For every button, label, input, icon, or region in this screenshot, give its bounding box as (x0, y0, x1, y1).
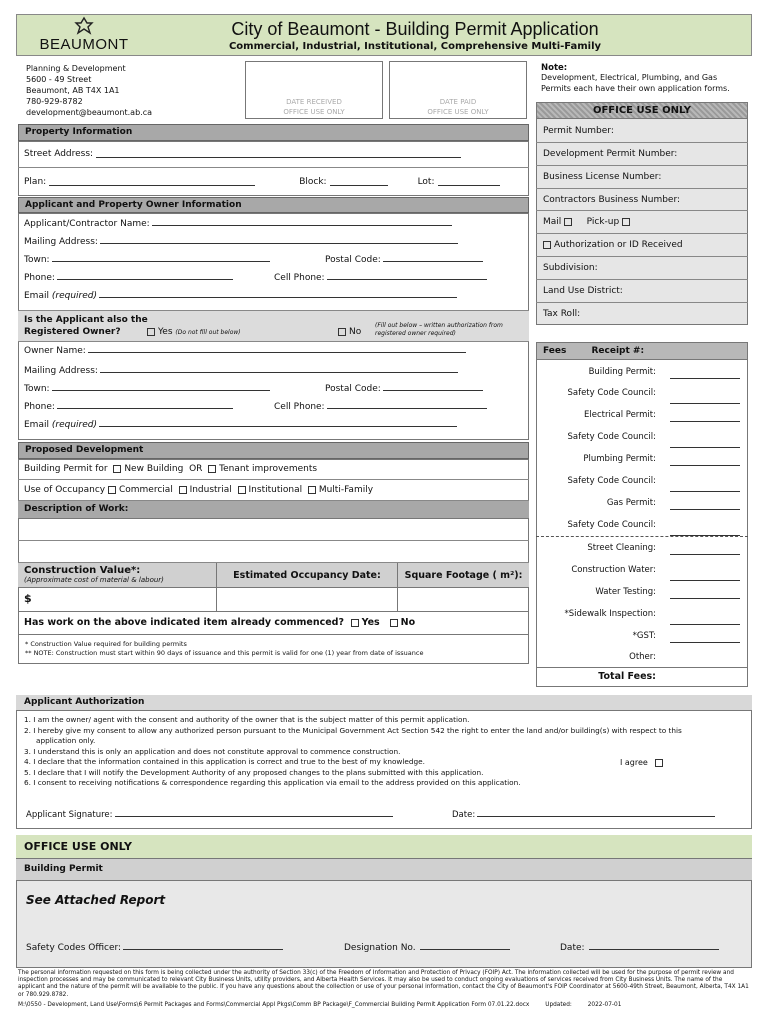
fee-label: Safety Code Council: (567, 476, 656, 486)
beaumont-logo (28, 16, 140, 54)
field-label: Tax Roll: (543, 309, 581, 319)
field-label: Owner Name: (24, 346, 86, 356)
date-received-box (245, 61, 383, 119)
registered-no-option[interactable] (338, 327, 361, 337)
option-label: Institutional (248, 485, 303, 495)
required-note: (required) (51, 291, 97, 301)
dollar-sign: $ (24, 592, 32, 605)
owner-email-field[interactable] (24, 420, 457, 430)
dev-permit-number-field[interactable] (536, 143, 748, 166)
authorization-item: 5. I declare that I will notify the Development Authority of any proposed changes to the plans submitted with this application. (24, 767, 484, 777)
authorization-list (24, 715, 744, 789)
owner-cell-field[interactable] (274, 402, 487, 412)
footnotes (18, 634, 529, 664)
mailing-address-field[interactable] (24, 237, 458, 247)
institutional-checkbox[interactable] (238, 486, 246, 494)
header-label: Square Footage ( m²): (404, 570, 523, 581)
fee-label: *GST: (632, 631, 656, 641)
town-field[interactable] (24, 255, 270, 265)
question-line: Is the Applicant also the (24, 315, 148, 325)
fee-label: Construction Water: (571, 565, 656, 575)
fee-amount-line[interactable] (670, 580, 740, 581)
receipt-label: Receipt #: (591, 346, 645, 356)
page-title: City of Beaumont - Building Permit Application (231, 19, 599, 39)
no-label: No (349, 327, 362, 337)
footnote: ** NOTE: Construction must start within 90 days of issuance and this permit is valid for one (1) year from date of issuance (25, 649, 424, 657)
commenced-yes-checkbox[interactable] (351, 619, 359, 627)
block-field[interactable] (330, 185, 388, 186)
fee-row[interactable] (536, 475, 748, 495)
lot-label: Lot: (417, 177, 435, 187)
mail-checkbox[interactable] (564, 218, 572, 226)
fee-amount-line[interactable] (670, 421, 740, 422)
owner-town-field[interactable] (24, 384, 270, 394)
fee-amount-line[interactable] (670, 378, 740, 379)
fee-label: Safety Code Council: (567, 520, 656, 530)
field-label: Business License Number: (543, 172, 662, 182)
field-label: Email (24, 420, 49, 430)
section-title: Description of Work: (24, 504, 129, 514)
field-label: Building Permit for (24, 464, 108, 474)
fee-label: *Sidewalk Inspection: (564, 609, 656, 619)
lot-field[interactable] (438, 185, 500, 186)
description-line-1[interactable] (18, 519, 529, 541)
option-label: Commercial (118, 485, 173, 495)
fee-row[interactable] (536, 453, 748, 473)
header-label: Estimated Occupancy Date: (233, 570, 381, 581)
updated-label: Updated: (545, 1002, 572, 1008)
business-license-field[interactable] (536, 166, 748, 189)
stamp-label: OFFICE USE ONLY (427, 108, 489, 116)
registered-yes-option[interactable] (147, 327, 241, 337)
address-line: Beaumont, AB T4X 1A1 (26, 86, 120, 95)
fee-label: Gas Permit: (606, 498, 656, 508)
building-permit-for-row (18, 459, 529, 480)
office-date-field[interactable] (560, 943, 719, 953)
section-title: Applicant Authorization (24, 697, 145, 707)
fee-row[interactable] (536, 630, 748, 650)
fee-label: Safety Code Council: (567, 388, 656, 398)
fee-amount-line[interactable] (670, 554, 740, 555)
development-section-header (18, 442, 529, 459)
mail-label: Mail (543, 217, 562, 227)
signature-date-field[interactable] (452, 810, 715, 820)
owner-postal-field[interactable] (325, 384, 483, 394)
question-line: Registered Owner? (24, 327, 121, 337)
yes-checkbox[interactable] (147, 328, 155, 336)
see-attached-report: See Attached Report (26, 893, 166, 907)
square-footage-header (398, 563, 529, 588)
stamp-label: DATE RECEIVED (286, 98, 342, 106)
new-building-checkbox[interactable] (113, 465, 121, 473)
cell-phone-field[interactable] (274, 273, 487, 283)
plan-block-lot-row (18, 168, 529, 196)
or-label: OR (189, 464, 203, 474)
note-line: registered owner required) (375, 330, 456, 337)
field-label: Use of Occupancy (24, 485, 106, 495)
yes-label: Yes (361, 617, 380, 628)
page-subtitle: Commercial, Industrial, Institutional, Comprehensive Multi-Family (228, 41, 602, 52)
fee-label: Street Cleaning: (587, 543, 656, 553)
note-title: Note: (541, 63, 568, 73)
description-header (18, 501, 529, 519)
authorization-item: 1. I am the owner/ agent with the consent and authority of the owner that is the subject matter of this permit application. (24, 715, 470, 724)
authorization-item: 2. I hereby give my consent to allow any authorized person pursuant to the Municipal Government Act Section 542 the right to enter the land and/or building(s) with respect to this (24, 725, 682, 735)
fee-row[interactable] (536, 387, 748, 407)
tenant-checkbox[interactable] (208, 465, 216, 473)
address-email: development@beaumont.ab.ca (26, 108, 153, 117)
fee-amount-line[interactable] (670, 598, 740, 599)
section-title: OFFICE USE ONLY (24, 840, 132, 853)
field-label: Phone: (24, 273, 55, 283)
delivery-method-row (536, 211, 748, 234)
authorization-header (16, 695, 752, 711)
agree-label: I agree (620, 758, 648, 767)
contractors-business-field[interactable] (536, 189, 748, 211)
field-label: Permit Number: (543, 126, 614, 136)
owner-section-header (18, 197, 529, 213)
date-paid-box (389, 61, 527, 119)
fee-row[interactable] (536, 586, 748, 606)
permit-number-field[interactable] (536, 120, 748, 143)
commercial-checkbox[interactable] (108, 486, 116, 494)
block-label: Block: (299, 177, 327, 187)
applicant-signature-field[interactable] (26, 810, 393, 820)
field-label: Cell Phone: (274, 402, 325, 412)
field-label: Cell Phone: (274, 273, 325, 283)
fee-row[interactable] (536, 564, 748, 584)
fee-label: Other: (629, 652, 656, 662)
field-label: Applicant Signature: (26, 810, 113, 820)
authorization-item: 6. I consent to receiving notifications & correspondence regarding this application via email to the address provided on this application. (24, 778, 521, 787)
field-label: Phone: (24, 402, 55, 412)
privacy-notice: The personal information requested on this form is being collected under the authority of Section 33(c) of the Freedom of Information and Protection of Privacy (FOIP) Act. The information collected will be used for the purpose of permit review and inspection processes and may be communicated to relevant City Business Units, utility providers, and Alberta Health Services. It may also be used to conduct ongoing evaluations of services received from City Business Units. The name of the applicant and the nature of the permit will be available to the public. If you have any questions about the collection or use of your personal information, contact the City of Beaumont's FOIP Coordinator at 5600-49th Street, Beaumont, Alberta, T4X 1A1 or 780.929.8782. (18, 970, 749, 998)
fee-amount-line[interactable] (670, 403, 740, 404)
fee-amount-line[interactable] (670, 465, 740, 466)
designation-field[interactable] (344, 943, 510, 953)
fee-row[interactable] (536, 431, 748, 451)
field-label: Subdivision: (543, 263, 598, 273)
agree-checkbox[interactable] (655, 759, 663, 767)
updated-date: 2022-07-01 (587, 1002, 622, 1008)
address-line: 5600 - 49 Street (26, 75, 92, 84)
stamp-label: OFFICE USE ONLY (283, 108, 345, 116)
option-label: Multi-Family (318, 485, 374, 495)
office-use-header (536, 102, 748, 119)
stamp-label: DATE PAID (439, 98, 477, 106)
field-label: Contractors Business Number: (543, 194, 681, 205)
field-label: Land Use District: (543, 286, 623, 296)
plan-field[interactable] (49, 185, 255, 186)
required-note: (required) (51, 420, 97, 430)
subdivision-field[interactable] (536, 257, 748, 280)
agree-option[interactable] (620, 758, 666, 767)
pickup-checkbox[interactable] (622, 218, 630, 226)
authorization-label: Authorization or ID Received (554, 240, 683, 250)
option-label: New Building (124, 464, 184, 474)
field-label: Development Permit Number: (543, 149, 678, 159)
fee-amount-line[interactable] (670, 509, 740, 510)
fee-label: Electrical Permit: (583, 410, 656, 420)
section-title: Applicant and Property Owner Information (25, 200, 242, 210)
authorization-item: 3. I understand this is only an application and does not constitute approval to commence construction. (24, 746, 401, 756)
address-line: 780-929-8782 (26, 97, 83, 106)
property-section-header (18, 124, 529, 141)
office-bottom-header (16, 835, 752, 859)
note-line: (Fill out below – written authorization from (375, 322, 503, 329)
field-label: Mailing Address: (24, 237, 98, 247)
field-label: Postal Code: (325, 255, 381, 265)
commenced-row (24, 617, 415, 628)
field-label: Date: (452, 810, 476, 820)
occupancy-date-input[interactable] (217, 588, 398, 612)
owner-phone-field[interactable] (24, 402, 233, 412)
construction-value-header (18, 563, 217, 588)
field-label: Date: (560, 943, 585, 953)
field-label: Applicant/Contractor Name: (24, 219, 150, 229)
fee-row[interactable] (536, 409, 748, 429)
description-line-2[interactable] (18, 541, 529, 563)
registered-owner-question (24, 314, 148, 338)
no-note (375, 322, 503, 338)
fee-label: Plumbing Permit: (583, 454, 656, 464)
commenced-question: Has work on the above indicated item already commenced? (24, 617, 344, 628)
field-label: Street Address: (24, 149, 94, 159)
fee-label: Water Testing: (595, 587, 656, 597)
fee-amount-line[interactable] (670, 447, 740, 448)
fees-divider (536, 536, 748, 537)
subheader-title: Building Permit (24, 864, 103, 874)
section-title: Proposed Development (25, 445, 144, 455)
occupancy-date-header (217, 563, 398, 588)
field-label: Town: (24, 255, 50, 265)
logo-text: BEAUMONT (39, 36, 129, 53)
logo-icon (72, 16, 96, 36)
fees-header (536, 342, 748, 360)
construction-value-note: (Approximate cost of material & labour) (24, 576, 164, 584)
authorization-item: application only. (36, 736, 96, 745)
yes-note: (Do not fill out below) (175, 329, 241, 336)
commenced-no-checkbox[interactable] (390, 619, 398, 627)
fee-row[interactable] (536, 366, 748, 386)
fee-amount-line[interactable] (670, 624, 740, 625)
applicant-name-field[interactable] (24, 219, 452, 229)
occupancy-row (18, 480, 529, 501)
owner-name-field[interactable] (24, 346, 466, 356)
field-label: Email (24, 291, 49, 301)
fee-row[interactable] (536, 608, 748, 628)
safety-officer-field[interactable] (26, 943, 283, 953)
field-label: Safety Codes Officer: (26, 943, 122, 953)
field-label: Mailing Address: (24, 366, 98, 376)
office-use-title: OFFICE USE ONLY (592, 105, 692, 116)
fee-row[interactable] (536, 497, 748, 517)
phone-field[interactable] (24, 273, 233, 283)
field-label: Town: (24, 384, 50, 394)
no-checkbox[interactable] (338, 328, 346, 336)
total-label: Total Fees: (598, 671, 656, 682)
note-text: Development, Electrical, Plumbing, and Gas Permits each have their own application forms. (541, 73, 730, 93)
land-use-field[interactable] (536, 280, 748, 303)
square-footage-input[interactable] (398, 588, 529, 612)
construction-value-label: Construction Value*: (24, 565, 141, 576)
address-block (26, 63, 236, 118)
authorization-item: 4. I declare that the information contained in this application is correct and true to the best of my knowledge. (24, 757, 425, 766)
industrial-checkbox[interactable] (179, 486, 187, 494)
option-label: Industrial (189, 485, 232, 495)
fees-title: Fees (543, 346, 567, 356)
pickup-label: Pick-up (586, 217, 620, 227)
fee-label: Safety Code Council: (567, 432, 656, 442)
yes-label: Yes (158, 327, 173, 337)
footnote: * Construction Value required for building permits (25, 640, 187, 648)
field-label: Postal Code: (325, 384, 381, 394)
building-permit-subheader (16, 859, 752, 881)
field-label: Designation No. (344, 943, 416, 953)
street-address-field[interactable] (18, 141, 529, 168)
construction-value-input[interactable] (18, 588, 217, 612)
authorization-checkbox[interactable] (543, 241, 551, 249)
plan-label: Plan: (24, 177, 47, 187)
option-label: Tenant improvements (219, 464, 318, 474)
section-title: Property Information (25, 127, 133, 137)
fee-amount-line[interactable] (670, 642, 740, 643)
address-line: Planning & Development (26, 64, 126, 73)
fee-amount-line[interactable] (670, 491, 740, 492)
path-text: M:\0550 - Development, Land Use\Forms\6 Permit Packages and Forms\Commercial Appl Pkgs\Comm BP Package\F_Commercial Building Permit Application Form 07.01.22.docx (18, 1002, 530, 1008)
fee-label: Building Permit: (588, 367, 656, 377)
no-label: No (400, 617, 416, 628)
postal-code-field[interactable] (325, 255, 483, 265)
fee-row[interactable] (536, 542, 748, 562)
total-fees-row (536, 667, 748, 687)
owner-mailing-field[interactable] (24, 366, 458, 376)
multifamily-checkbox[interactable] (308, 486, 316, 494)
authorization-row (536, 234, 748, 257)
email-field[interactable] (24, 291, 457, 301)
file-path (18, 1002, 750, 1008)
tax-roll-field[interactable] (536, 303, 748, 325)
